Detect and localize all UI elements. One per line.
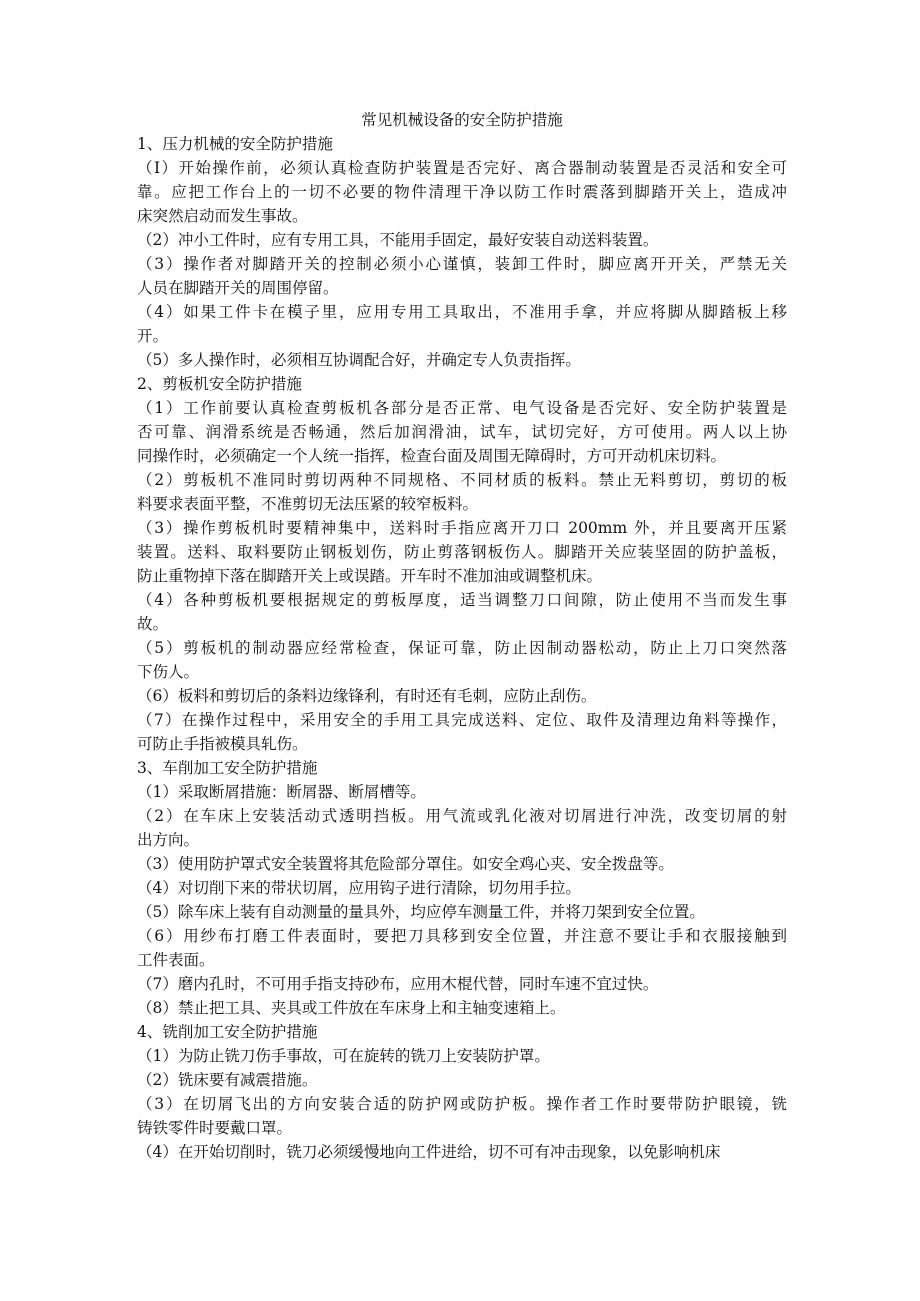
- paragraph: [137, 396, 787, 468]
- text-line: （4）如果工件卡在模子里，应用专用工具取出，不准用手拿，并应将脚从脚踏板上移: [137, 303, 787, 321]
- text-line: （5）剪板机的制动器应经常检查，保证可靠，防止因制动器松动，防止上刀口突然落: [137, 639, 787, 657]
- section-heading: 3、车削加工安全防护措施: [137, 759, 318, 777]
- paragraph: [137, 1140, 787, 1164]
- paragraph: [137, 516, 787, 588]
- text-line: 铸铁零件时要戴口罩。: [137, 1119, 293, 1137]
- text-line: （2）铣床要有减震措施。: [137, 1071, 318, 1089]
- text-line: 防止重物掉下落在脚踏开关上或误踏。开车时不准加油或调整机床。: [137, 567, 603, 585]
- document-page: [137, 108, 787, 1164]
- text-line: 同操作时，必须确定一个人统一指挥，检查台面及周围无障碍时，方可开动机床切料。: [137, 447, 727, 465]
- text-line: （5）多人操作时，必须相互协调配合好，并确定专人负责指挥。: [137, 351, 581, 369]
- paragraph: [137, 996, 787, 1020]
- text-line: （4）各种剪板机要根据规定的剪板厚度，适当调整刀口间隙，防止使用不当而发生事: [137, 591, 787, 609]
- paragraph: [137, 852, 787, 876]
- text-line: 床突然启动而发生事故。: [137, 207, 308, 225]
- text-line: 料要求表面平整，不准剪切无法压紧的较窄板料。: [137, 495, 479, 513]
- text-line: （1）工作前要认真检查剪板机各部分是否正常、电气设备是否完好、安全防护装置是: [137, 399, 787, 417]
- text-line: （2）冲小工件时，应有专用工具，不能用手固定，最好安装自动送料装置。: [137, 231, 659, 249]
- paragraph: [137, 156, 787, 228]
- text-line: （3）使用防护罩式安全装置将其危险部分罩住。如安全鸡心夹、安全拨盘等。: [137, 855, 674, 873]
- paragraph: [137, 780, 787, 804]
- paragraph: [137, 300, 787, 348]
- text-line: （1）为防止铣刀伤手事故，可在旋转的铣刀上安装防护罩。: [137, 1047, 550, 1065]
- section-heading: 4、铣削加工安全防护措施: [137, 1023, 318, 1041]
- paragraph: [137, 636, 787, 684]
- paragraph: [137, 708, 787, 756]
- text-line: 出方向。: [137, 831, 200, 849]
- document-body: [137, 132, 787, 1164]
- text-line: （6）用纱布打磨工件表面时，要把刀具移到安全位置，并注意不要让手和衣服接触到: [137, 927, 787, 945]
- text-line: （6）板料和剪切后的条料边缘锋利，有时还有毛刺，应防止刮伤。: [137, 687, 597, 705]
- text-line: （2）在车床上安装活动式透明挡板。用气流或乳化液对切屑进行冲洗，改变切屑的射: [137, 807, 787, 825]
- paragraph: [137, 972, 787, 996]
- paragraph: [137, 876, 787, 900]
- paragraph: [137, 804, 787, 852]
- document-title: 常见机械设备的安全防护措施: [361, 111, 563, 129]
- paragraph: [137, 348, 787, 372]
- paragraph: [137, 924, 787, 972]
- paragraph: [137, 588, 787, 636]
- text-line: （5）除车床上装有自动测量的量具外，均应停车测量工件，并将刀架到安全位置。: [137, 903, 705, 921]
- text-line: 装置。送料、取料要防止钢板划伤，防止剪落钢板伤人。脚踏开关应装坚固的防护盖板，: [137, 543, 787, 561]
- text-line: （4）对切削下来的带状切屑，应用钩子进行清除，切勿用手拉。: [137, 879, 581, 897]
- text-line: （I）开始操作前，必须认真检查防护装置是否完好、离合器制动装置是否灵活和安全可: [137, 159, 787, 177]
- text-line: （3）在切屑飞出的方向安装合适的防护网或防护板。操作者工作时要带防护眼镜，铣: [137, 1095, 787, 1113]
- text-line: 下伤人。: [137, 663, 200, 681]
- paragraph: [137, 1068, 787, 1092]
- text-line: 否可靠、润滑系统是否畅通，然后加润滑油，试车，试切完好，方可使用。两人以上协: [137, 423, 787, 441]
- paragraph: [137, 468, 787, 516]
- paragraph: [137, 252, 787, 300]
- text-line: 开。: [137, 327, 169, 345]
- paragraph: [137, 1044, 787, 1068]
- section-heading: 2、剪板机安全防护措施: [137, 375, 302, 393]
- text-line: （7）磨内孔时，不可用手指支持砂布，应用木棍代替，同时车速不宜过快。: [137, 975, 659, 993]
- paragraph: [137, 900, 787, 924]
- text-line: （1）采取断屑措施：断屑器、断屑槽等。: [137, 783, 426, 801]
- text-line: 工件表面。: [137, 951, 215, 969]
- text-line: （2）剪板机不准同时剪切两种不同规格、不同材质的板料。禁止无料剪切，剪切的板: [137, 471, 787, 489]
- paragraph: [137, 1092, 787, 1140]
- text-line: （7）在操作过程中，采用安全的手用工具完成送料、定位、取件及清理边角料等操作，: [137, 711, 787, 729]
- text-line: 故。: [137, 615, 169, 633]
- text-line: （3）操作剪板机时要精神集中，送料时手指应离开刀口 200mm 外，并且要离开压紧: [137, 519, 787, 537]
- text-line: 靠。应把工作台上的一切不必要的物件清理干净以防工作时震落到脚踏开关上，造成冲: [137, 183, 787, 201]
- section-heading: 1、压力机械的安全防护措施: [137, 135, 333, 153]
- text-line: 人员在脚踏开关的周围停留。: [137, 279, 339, 297]
- text-line: （4）在开始切削时，铣刀必须缓慢地向工件进给，切不可有冲击现象，以免影响机床: [137, 1143, 721, 1161]
- paragraph: [137, 228, 787, 252]
- text-line: 可防止手指被模具轧伤。: [137, 735, 308, 753]
- text-line: （3）操作者对脚踏开关的控制必须小心谨慎，装卸工件时，脚应离开开关，严禁无关: [137, 255, 787, 273]
- paragraph: [137, 684, 787, 708]
- text-line: （8）禁止把工具、夹具或工件放在车床身上和主轴变速箱上。: [137, 999, 566, 1017]
